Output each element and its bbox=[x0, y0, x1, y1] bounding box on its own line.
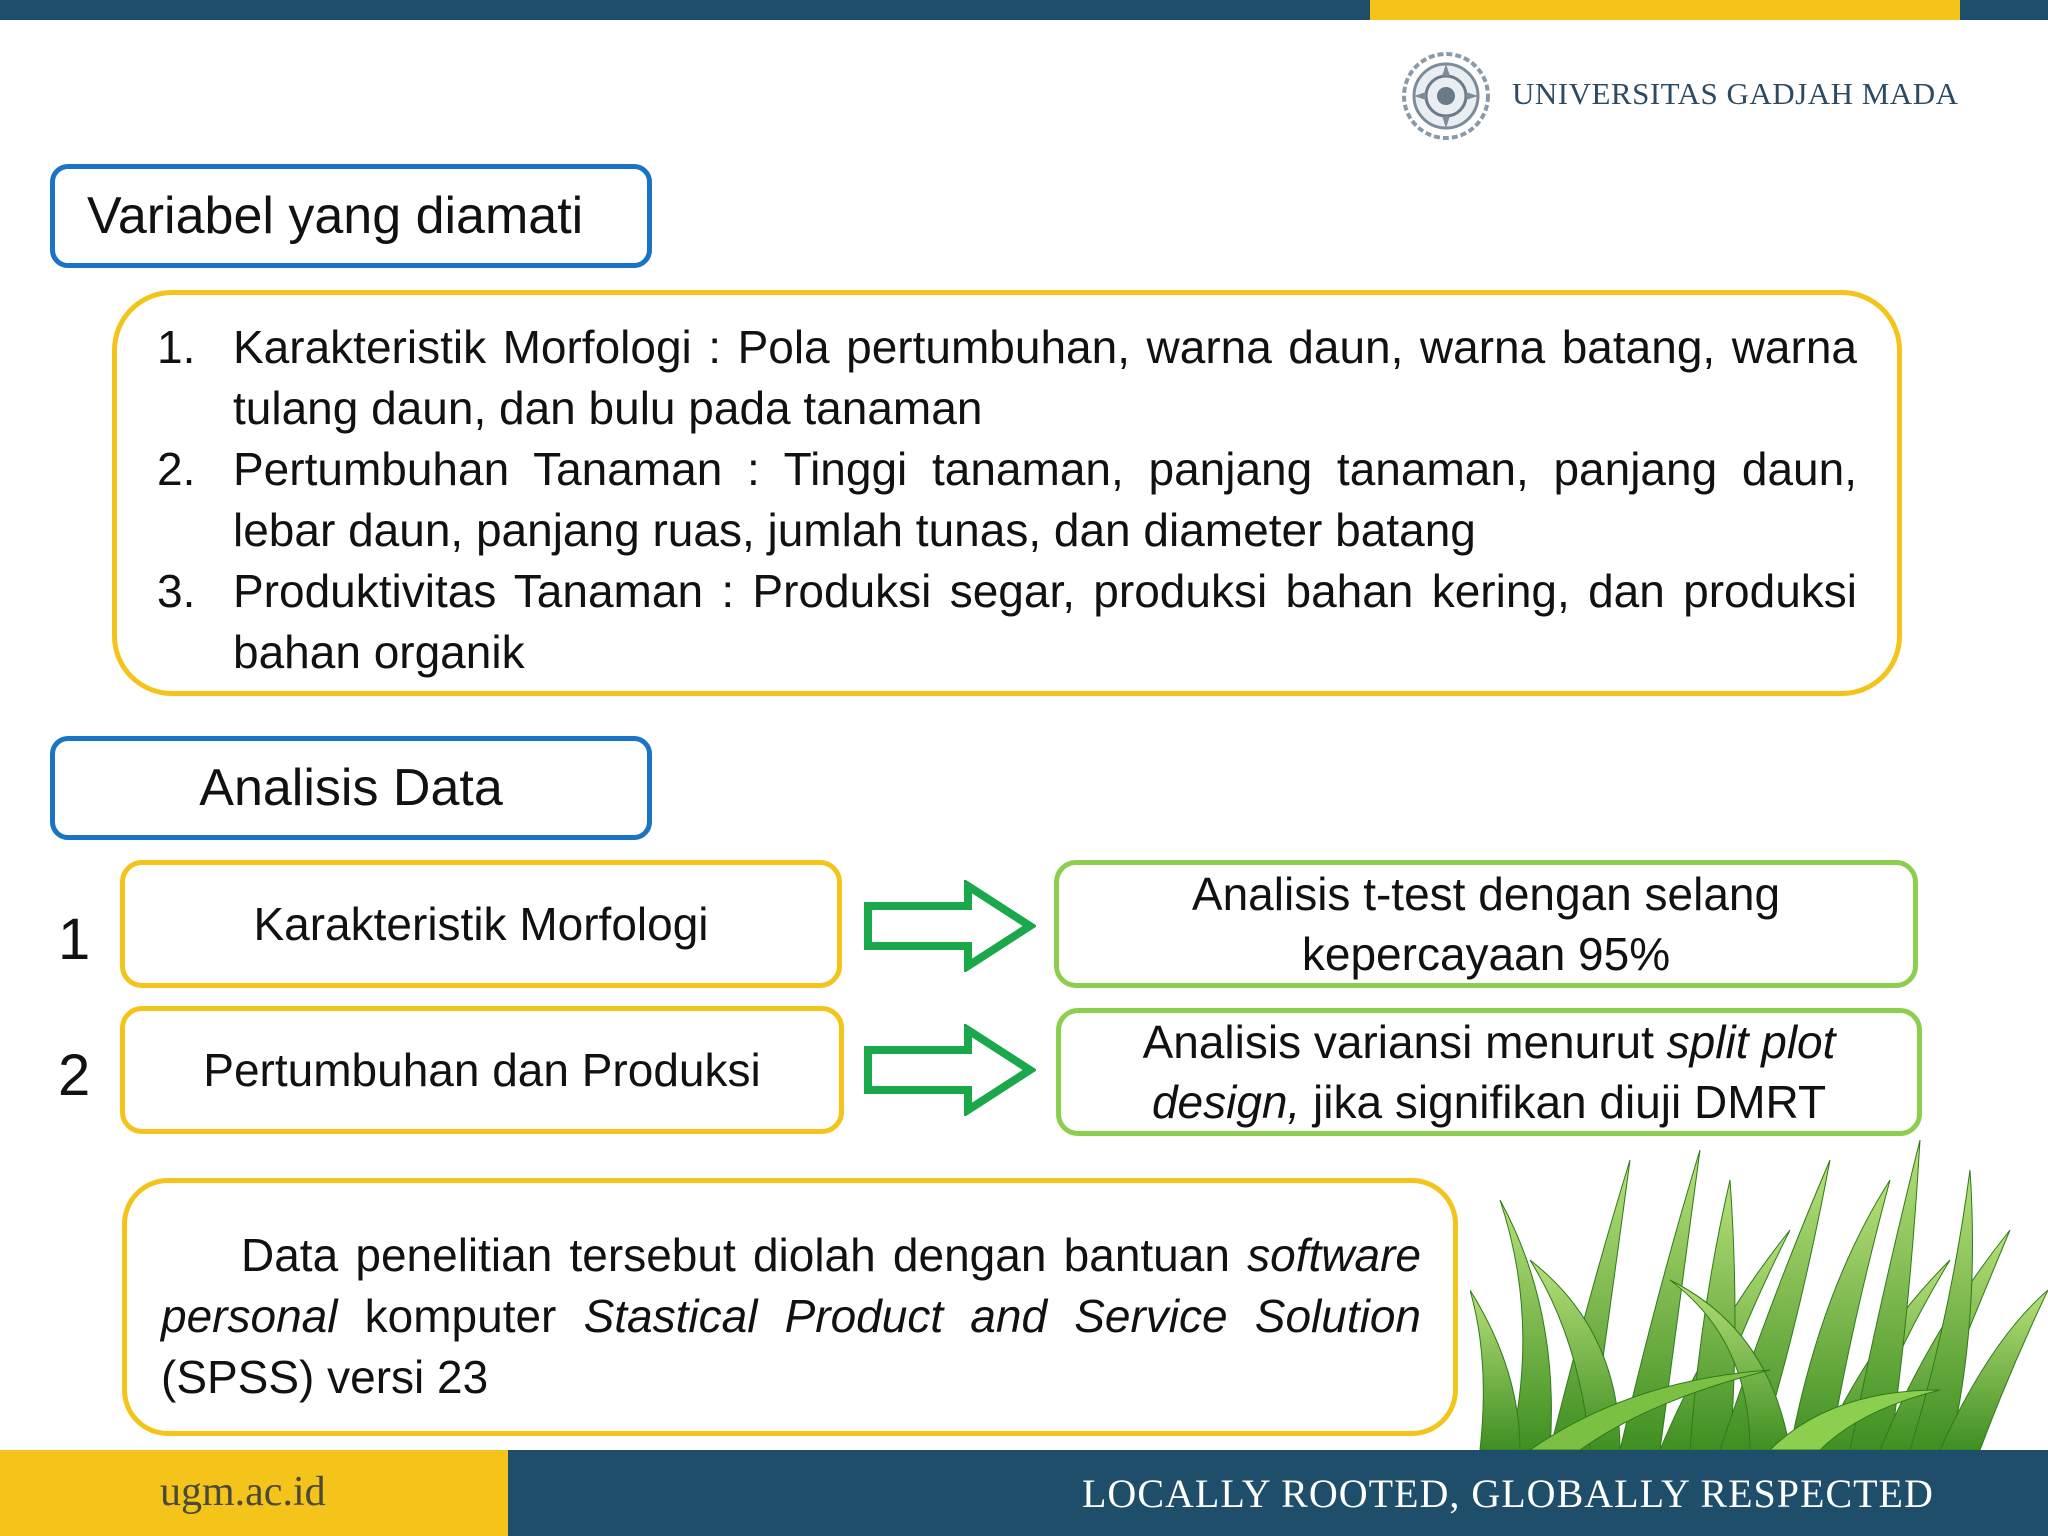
list-item-number: 1. bbox=[157, 321, 196, 373]
footer-slogan: LOCALLY ROOTED, GLOBALLY RESPECTED bbox=[1082, 1471, 1934, 1516]
method-line: kepercayaan 95% bbox=[1301, 928, 1671, 980]
method-text-italic: split plot bbox=[1666, 1016, 1836, 1068]
university-name: UNIVERSITAS GADJAH MADA bbox=[1512, 76, 1959, 111]
heading-variables: Variabel yang diamati bbox=[50, 164, 652, 268]
footer-url: ugm.ac.id bbox=[160, 1469, 326, 1515]
method-text: jika signifikan diuji DMRT bbox=[1300, 1076, 1827, 1128]
analysis-method-box bbox=[1056, 1008, 1922, 1136]
list-item-number: 3. bbox=[157, 565, 196, 617]
note-text-italic: software personal bbox=[161, 1229, 1421, 1342]
top-stripe-gold bbox=[1370, 0, 1960, 20]
analysis-variable-box: Karakteristik Morfologi bbox=[120, 860, 842, 988]
list-item-text: Karakteristik Morfologi : Pola pertumbuhan, warna daun, warna batang, warna tulang daun, dan bulu pada tanaman bbox=[233, 321, 1857, 434]
analysis-variable-box: Pertumbuhan dan Produksi bbox=[120, 1006, 844, 1134]
variables-list-box bbox=[112, 290, 1902, 696]
list-item bbox=[157, 317, 1857, 439]
analysis-method-box bbox=[1054, 860, 1918, 988]
row-number: 1 bbox=[58, 907, 91, 972]
ugm-seal-icon bbox=[1400, 50, 1492, 142]
method-text: Analisis variansi menurut bbox=[1142, 1016, 1667, 1068]
variables-list bbox=[157, 317, 1857, 683]
note-text: (SPSS) versi 23 bbox=[161, 1351, 489, 1403]
list-item-number: 2. bbox=[157, 443, 196, 495]
right-arrow-icon bbox=[864, 880, 1036, 972]
row-number: 2 bbox=[58, 1043, 91, 1108]
right-arrow-icon bbox=[864, 1024, 1036, 1116]
list-item bbox=[157, 439, 1857, 561]
note-box bbox=[122, 1178, 1458, 1436]
method-text-italic: design, bbox=[1151, 1076, 1301, 1128]
note-text-italic: Stastical Product and Service Solution bbox=[583, 1290, 1422, 1342]
list-item-text: Pertumbuhan Tanaman : Tinggi tanaman, panjang tanaman, panjang daun, lebar daun, panjang ruas, jumlah tunas, dan diameter batang bbox=[233, 443, 1857, 556]
grass-illustration bbox=[1470, 1140, 2048, 1450]
note-text: komputer bbox=[337, 1290, 584, 1342]
method-line bbox=[1152, 1072, 1826, 1132]
method-line: Analisis t-test dengan selang bbox=[1191, 868, 1781, 920]
list-item bbox=[157, 561, 1857, 683]
note-text: Data penelitian tersebut diolah dengan bantuan bbox=[241, 1229, 1248, 1281]
method-line bbox=[1143, 1012, 1836, 1072]
heading-analysis: Analisis Data bbox=[50, 736, 652, 840]
list-item-text: Produktivitas Tanaman : Produksi segar, produksi bahan kering, dan produksi bahan organik bbox=[233, 565, 1857, 678]
